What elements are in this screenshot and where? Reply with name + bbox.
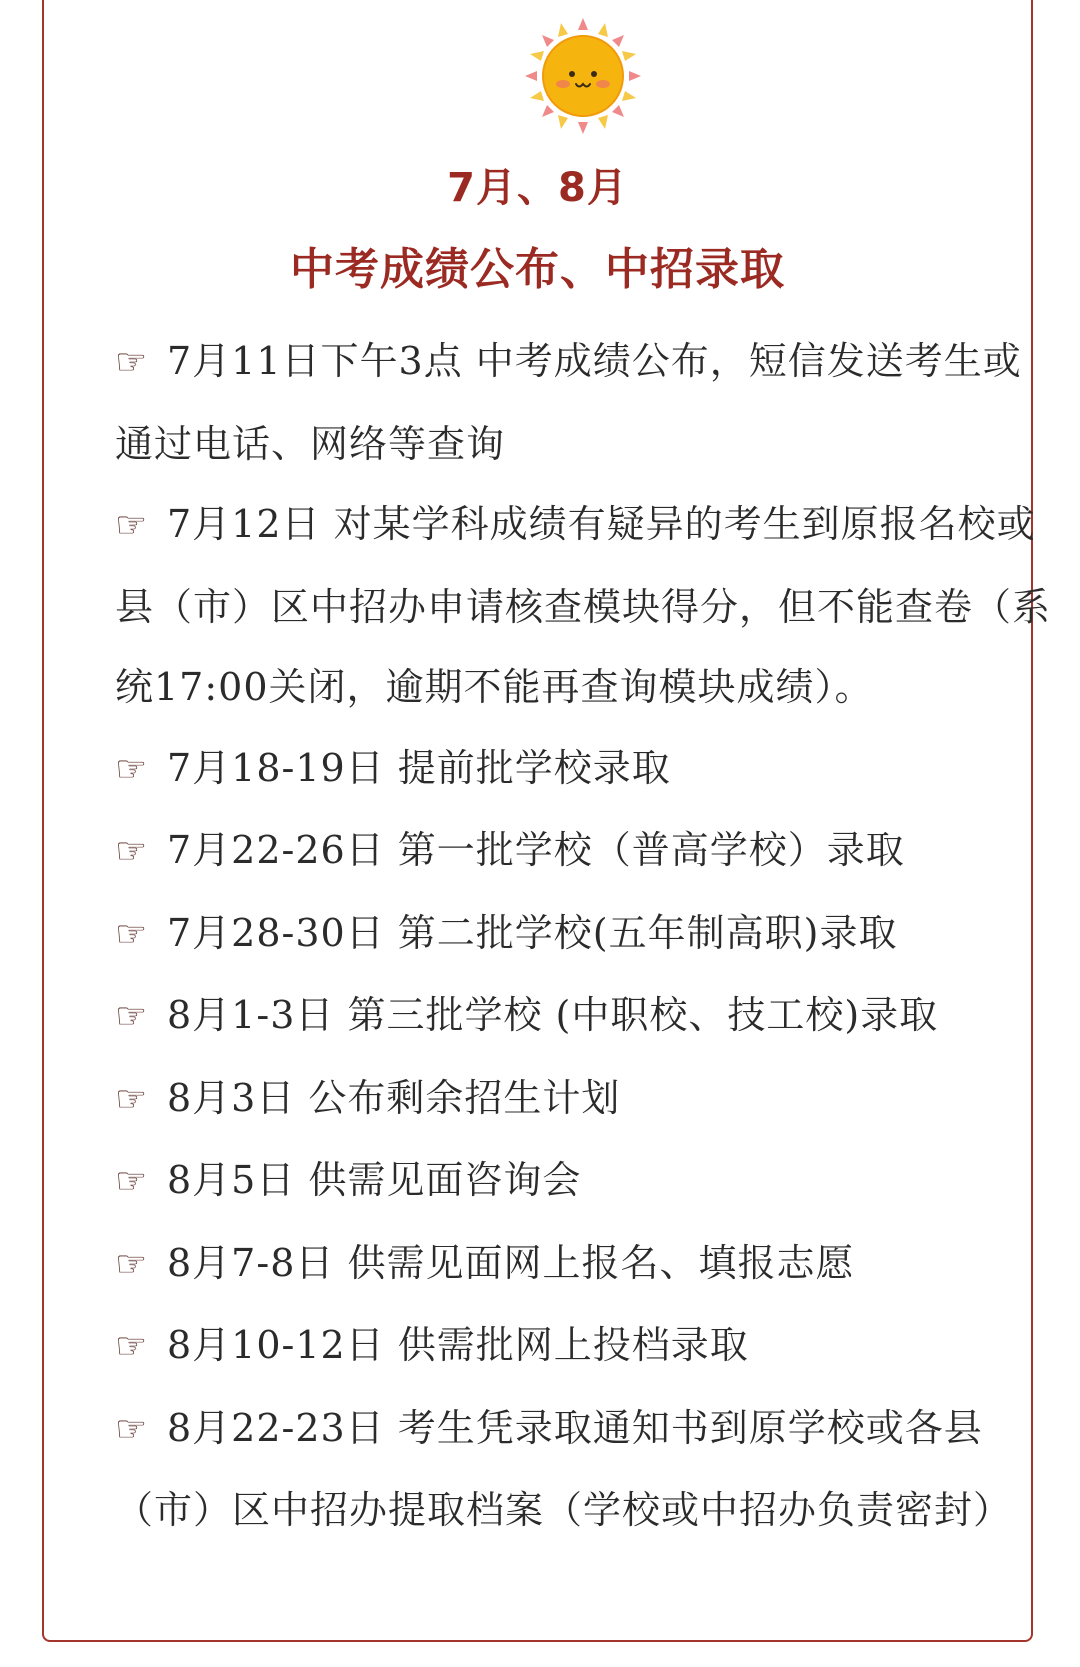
list-item — [115, 1223, 1055, 1306]
item-text: 8月22-23日 考生凭录取通知书到原学校或各县（市）区中招办提取档案（学校或中招办负责密封） — [115, 1405, 1013, 1532]
schedule-card — [42, 0, 1052, 1642]
item-text: 7月22-26日 第一批学校（普高学校）录取 — [167, 828, 905, 872]
pointing-hand-icon: ☞ — [115, 1161, 149, 1202]
smiling-sun-icon — [523, 16, 643, 136]
pointing-hand-icon: ☞ — [115, 505, 149, 546]
item-text: 7月11日下午3点 中考成绩公布，短信发送考生或通过电话、网络等查询 — [115, 339, 1022, 466]
list-item — [115, 1058, 1055, 1141]
list-item — [115, 1140, 1055, 1223]
list-item — [115, 728, 1055, 811]
list-item — [115, 975, 1055, 1058]
pointing-hand-icon: ☞ — [115, 1243, 149, 1285]
list-item — [115, 1305, 1055, 1388]
schedule-list — [115, 321, 1055, 1551]
item-text: 8月10-12日 供需批网上投档录取 — [167, 1323, 749, 1367]
item-text: 7月12日 对某学科成绩有疑异的考生到原报名校或县（市）区中招办申请核查模块得分，但不能查卷（系统17:00关闭，逾期不能再查询模块成绩）。 — [115, 502, 1052, 709]
pointing-hand-icon: ☞ — [115, 996, 149, 1037]
item-text: 8月5日 供需见面咨询会 — [167, 1158, 582, 1202]
list-item — [115, 321, 1055, 484]
pointing-hand-icon: ☞ — [115, 1408, 149, 1450]
pointing-hand-icon: ☞ — [115, 1326, 149, 1367]
item-text: 7月18-19日 提前批学校录取 — [167, 745, 671, 790]
months-heading: 7月、8月 — [447, 165, 628, 211]
pointing-hand-icon: ☞ — [115, 748, 149, 790]
item-text: 7月28-30日 第二批学校(五年制高职)录取 — [167, 910, 898, 955]
item-text: 8月1-3日 第三批学校 (中职校、技工校)录取 — [167, 993, 939, 1037]
list-item — [115, 810, 1055, 893]
list-item — [115, 1388, 1055, 1551]
section-title: 中考成绩公布、中招录取 — [290, 244, 785, 295]
pointing-hand-icon: ☞ — [115, 342, 149, 383]
pointing-hand-icon: ☞ — [115, 831, 149, 872]
pointing-hand-icon: ☞ — [115, 1078, 149, 1120]
item-text: 8月7-8日 供需见面网上报名、填报志愿 — [167, 1240, 855, 1285]
item-text: 8月3日 公布剩余招生计划 — [167, 1075, 621, 1120]
list-item — [115, 484, 1055, 728]
list-item — [115, 893, 1055, 976]
pointing-hand-icon: ☞ — [115, 913, 149, 955]
